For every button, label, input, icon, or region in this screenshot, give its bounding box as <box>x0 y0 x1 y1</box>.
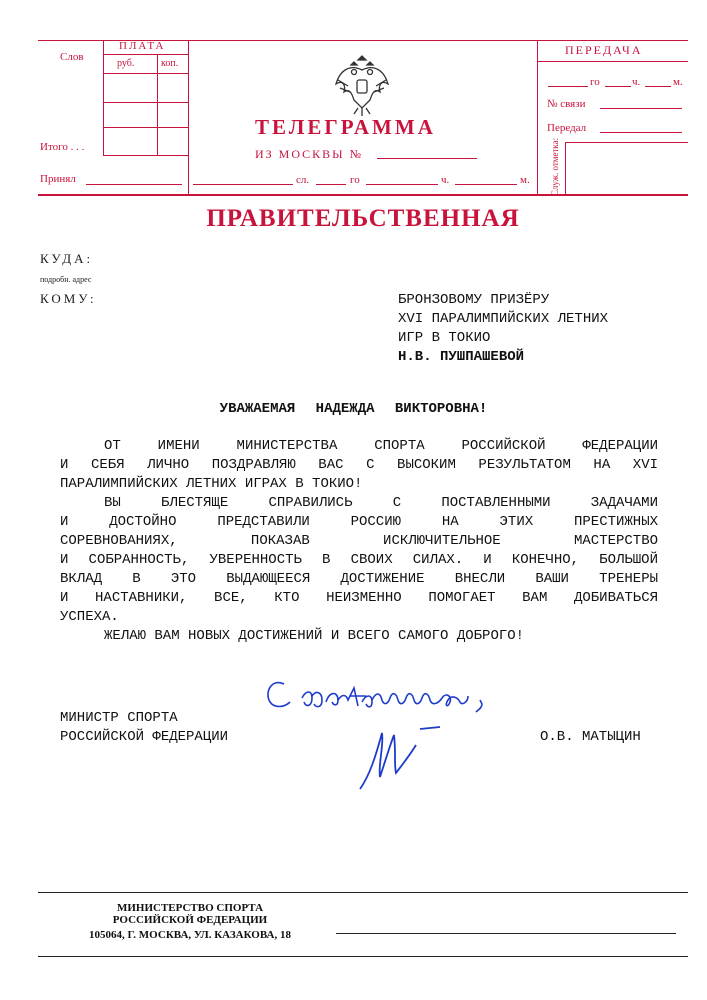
itogo-label: Итого . . . <box>40 141 85 153</box>
ch-label: ч. <box>441 174 450 186</box>
go-right-label: го <box>590 76 600 88</box>
recipient-name: Н.В. ПУШПАШЕВОЙ <box>398 349 525 365</box>
m-right-label: м. <box>673 76 683 88</box>
footer-blank-line <box>336 933 676 934</box>
signer-position <box>60 709 228 747</box>
body-line: ОТ ИМЕНИ МИНИСТЕРСТВА СПОРТА РОССИЙСКОЙ ФЕДЕРАЦИИ <box>104 438 658 454</box>
n-svyazi-label: № связи <box>547 98 586 110</box>
komu-label: КОМУ: <box>40 291 97 306</box>
body-line: УСПЕХА. <box>60 609 119 625</box>
plata-label: ПЛАТА <box>119 40 166 52</box>
coat-of-arms-icon <box>332 50 392 118</box>
podrob-adres-label: подробн. адрес <box>40 275 92 284</box>
ch-right-label: ч. <box>632 76 641 88</box>
m-label: м. <box>520 174 530 186</box>
body-line: ПАРАЛИМПИЙСКИХ ЛЕТНИХ ИГРАХ В ТОКИО! <box>60 476 363 492</box>
iz-moskvy-label: ИЗ МОСКВЫ № <box>255 147 364 161</box>
telegram-type-title: ПРАВИТЕЛЬСТВЕННАЯ <box>206 205 520 232</box>
recipient-line: БРОНЗОВОМУ ПРИЗЁРУ <box>398 292 550 308</box>
signature-mark <box>340 715 450 795</box>
handwritten-regards <box>262 670 512 720</box>
recipient-line: XVI ПАРАЛИМПИЙСКИХ ЛЕТНИХ <box>398 311 609 327</box>
go-label: го <box>350 174 360 186</box>
body-line: И СЕБЯ ЛИЧНО ПОЗДРАВЛЯЮ ВАС С ВЫСОКИМ РЕЗУЛЬТАТОМ НА XVI <box>60 457 658 473</box>
body-line: И ДОСТОЙНО ПРЕДСТАВИЛИ РОССИЮ НА ЭТИХ ПРЕСТИЖНЫХ <box>60 514 658 530</box>
body-line: ВКЛАД В ЭТО ВЫДАЮЩЕЕСЯ ДОСТИЖЕНИЕ ВНЕСЛИ ВАШИ ТРЕНЕРЫ <box>60 571 658 587</box>
footer-divider-top <box>38 892 688 893</box>
footer-line: РОССИЙСКОЙ ФЕДЕРАЦИИ <box>112 914 268 926</box>
telegramma-title: ТЕЛЕГРАММА <box>255 115 436 139</box>
peredacha-label: ПЕРЕДАЧА <box>565 43 643 57</box>
recipient-line: ИГР В ТОКИО <box>398 330 491 346</box>
peredal-label: Передал <box>547 122 587 134</box>
body-line: СОРЕВНОВАНИЯХ, ПОКАЗАВ ИСКЛЮЧИТЕЛЬНОЕ МАСТЕРСТВО <box>60 533 658 549</box>
position-line: РОССИЙСКОЙ ФЕДЕРАЦИИ <box>60 729 229 745</box>
body-line: ВЫ БЛЕСТЯЩЕ СПРАВИЛИСЬ С ПОСТАВЛЕННЫМИ ЗАДАЧАМИ <box>104 495 658 511</box>
position-line: МИНИСТР СПОРТА <box>60 710 178 726</box>
footer-divider-bottom <box>38 956 688 957</box>
prinyal-label: Принял <box>40 173 76 185</box>
kop-label: коп. <box>161 58 179 69</box>
sl-label: сл. <box>296 174 310 186</box>
rub-label: руб. <box>117 58 135 69</box>
kuda-label: КУДА: <box>40 251 94 266</box>
body-line: И СОБРАННОСТЬ, УВЕРЕННОСТЬ В СВОИХ СИЛАХ. И КОНЕЧНО, БОЛЬШОЙ <box>60 552 658 568</box>
signer-name: О.В. МАТЫЦИН <box>540 729 641 745</box>
body-line: И НАСТАВНИКИ, ВСЕ, КТО НЕИЗМЕННО ПОМОГАЕТ ВАМ ДОБИВАТЬСЯ <box>60 590 658 606</box>
greeting: УВАЖАЕМАЯ НАДЕЖДА ВИКТОРОВНА! <box>219 401 488 417</box>
footer-block <box>60 902 320 941</box>
sluzh-otmetka-label: Служ. отметка: <box>550 137 560 197</box>
body-line: ЖЕЛАЮ ВАМ НОВЫХ ДОСТИЖЕНИЙ И ВСЕГО САМОГО ДОБРОГО! <box>104 628 525 644</box>
letter-body <box>60 437 658 646</box>
recipient-block <box>398 291 698 367</box>
footer-line: МИНИСТЕРСТВО СПОРТА <box>116 902 264 914</box>
footer-line: 105064, Г. МОСКВА, УЛ. КАЗАКОВА, 18 <box>89 929 291 941</box>
slov-label: Слов <box>60 51 84 63</box>
